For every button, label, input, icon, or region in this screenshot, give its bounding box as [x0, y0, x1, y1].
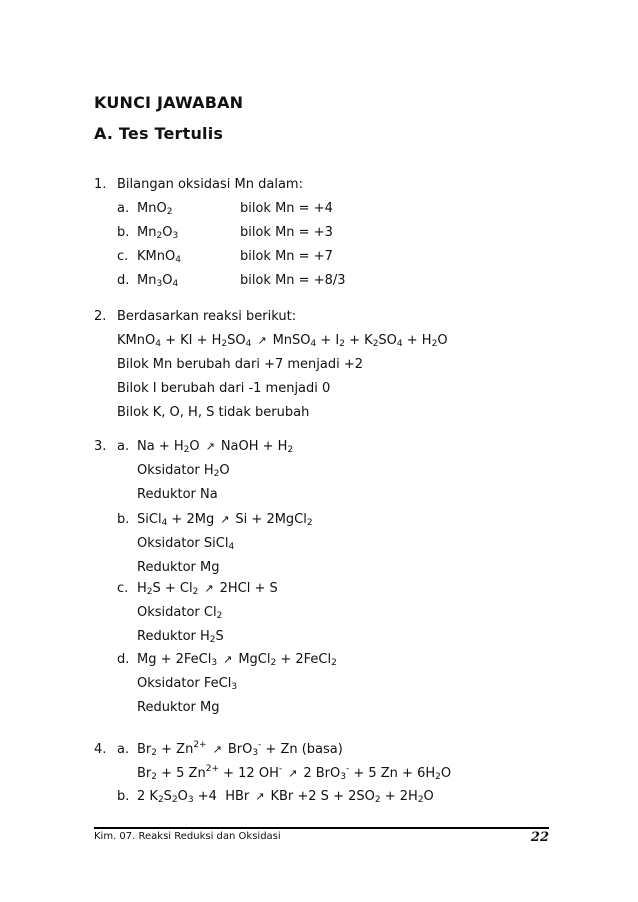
q2-text: Berdasarkan reaksi berikut:: [117, 309, 297, 324]
q3-c-label: c.: [117, 581, 129, 596]
q3-c-reduktor: Reduktor $H_2S$: [137, 629, 224, 645]
q3-d-oksidator: Oksidator FeCl$_3$: [137, 676, 238, 692]
q3-d-reduktor: Reduktor Mg: [137, 700, 220, 715]
footer-title: Kim. 07. Reaksi Reduksi dan Oksidasi: [94, 831, 281, 842]
section-heading: A. Tes Tertulis: [94, 124, 224, 143]
q3-number: 3.: [94, 439, 107, 454]
reaction-arrow-icon: ↗: [257, 334, 267, 347]
q4-a-reaction: $Br_2 + Zn^{2+}$ ↗ BrO$_3$- + Zn (basa): [137, 740, 343, 758]
q3-a-label: a.: [117, 439, 130, 454]
q3-b-reaction: SiCl$_4$ + 2Mg ↗ Si + 2MgCl$_2$: [137, 512, 313, 528]
reaction-arrow-icon: ↗: [255, 790, 265, 803]
q1-b-bilok: bilok Mn = +3: [240, 225, 333, 240]
reaction-arrow-icon: ↗: [220, 513, 230, 526]
q4-b-label: b.: [117, 789, 130, 804]
q1-a-label: a.: [117, 201, 130, 216]
q2-line-2: Bilok I berubah dari -1 menjadi 0: [117, 381, 331, 396]
q1-c-formula: KMnO$_4$: [137, 249, 181, 265]
q1-d-bilok: bilok Mn = +8/3: [240, 273, 346, 288]
reaction-arrow-icon: ↗: [205, 440, 215, 453]
q1-a-bilok: bilok Mn = +4: [240, 201, 333, 216]
q4-a-label: a.: [117, 742, 130, 757]
page-number: 22: [530, 830, 549, 845]
q2-line-1: Bilok Mn berubah dari +7 menjadi +2: [117, 357, 364, 372]
q3-b-reduktor: Reduktor Mg: [137, 560, 220, 575]
q2-line-3: Bilok K, O, H, S tidak berubah: [117, 405, 310, 420]
q3-a-oksidator: Oksidator $H_2O$: [137, 463, 230, 479]
q4-number: 4.: [94, 742, 107, 757]
q2-number: 2.: [94, 309, 107, 324]
q1-a-formula: MnO$_2$: [137, 201, 173, 217]
q3-b-oksidator: Oksidator SiCl$_4$: [137, 536, 235, 552]
q3-a-reaction: $Na + H_2O$ ↗ NaOH + $H_2$: [137, 439, 294, 455]
reaction-arrow-icon: ↗: [288, 767, 298, 780]
reaction-arrow-icon: ↗: [223, 653, 233, 666]
page-heading: KUNCI JAWABAN: [94, 93, 244, 112]
reaction-arrow-icon: ↗: [212, 743, 222, 756]
q1-b-formula: $Mn_2O_3$: [137, 225, 179, 241]
reaction-arrow-icon: ↗: [204, 582, 214, 595]
q1-text: Bilangan oksidasi Mn dalam:: [117, 177, 303, 192]
q3-c-reaction: $H_2S + Cl_2$ ↗ 2HCl + S: [137, 581, 278, 597]
footer-divider: [94, 827, 549, 829]
q1-b-label: b.: [117, 225, 130, 240]
q1-c-label: c.: [117, 249, 129, 264]
q4-a-balanced: $Br_2 + 5$ $Zn^{2+} + 12$ OH- ↗ 2 BrO$_3$- + 5 $Zn + 6H_2O$: [137, 764, 452, 782]
q1-d-formula: $Mn_3O_4$: [137, 273, 179, 289]
q3-d-reaction: Mg + 2FeCl$_3$ ↗ MgCl$_2$ + 2FeCl$_2$: [137, 652, 337, 668]
q1-d-label: d.: [117, 273, 130, 288]
q3-a-reduktor: Reduktor Na: [137, 487, 218, 502]
q3-c-oksidator: Oksidator $Cl_2$: [137, 605, 223, 621]
q4-b-reaction: 2 $K_2S_2O_3 +4$ HBr ↗ KBr +2 $S + 2SO_2 + 2H_2O$: [137, 789, 434, 805]
q1-number: 1.: [94, 177, 107, 192]
q2-reaction: KMnO$_4$ + KI + $H_2SO_4$ ↗ MnSO$_4$ + $I_2 + K_2SO_4 + H_2O$: [117, 333, 448, 349]
q1-c-bilok: bilok Mn = +7: [240, 249, 333, 264]
q3-d-label: d.: [117, 652, 130, 667]
q3-b-label: b.: [117, 512, 130, 527]
